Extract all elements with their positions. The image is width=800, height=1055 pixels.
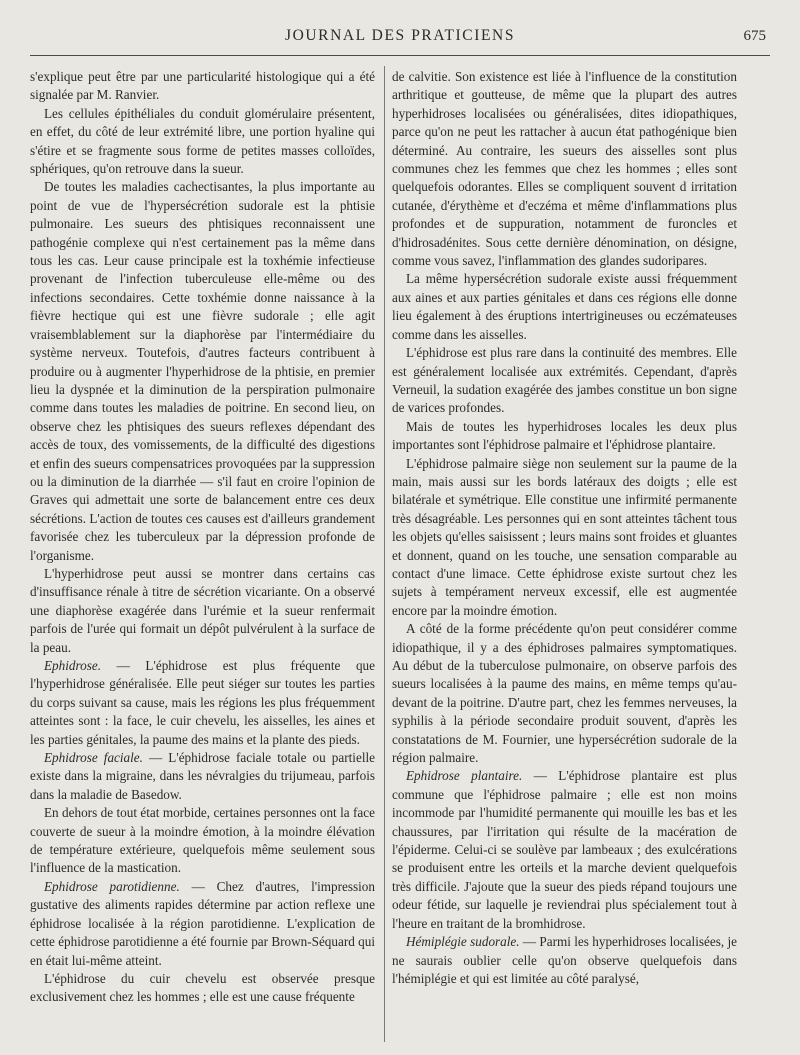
paragraph (30, 878, 375, 970)
paragraph: En dehors de tout état morbide, certaines personnes ont la face couverte de sueur à la moindre émotion, à la moindre élévation de température extérieure, quelquefois même seulement sous l'influence de la mastication. (30, 805, 375, 876)
paragraph: s'explique peut être par une particularité histologique qui a été signalée par M. Ranvier. (30, 69, 375, 103)
section-term: Ephidrose plantaire. (406, 768, 523, 784)
paragraph (392, 933, 737, 988)
paragraph: La même hypersécrétion sudorale existe aussi fréquemment aux aines et aux parties génitales et dans ces régions elle donne lieu également à des éruptions intertrigineuses ou eczémateuses comme dans les aisselles. (392, 271, 737, 342)
paragraph: L'éphidrose est plus rare dans la continuité des membres. Elle est généralement localisée aux extrémités. Cependant, d'après Verneuil, la sudation exagérée des jambes constitue un bon signe de varices profondes. (392, 345, 737, 416)
page-number: 675 (743, 28, 766, 44)
paragraph-text: — L'éphidrose faciale totale ou partielle existe dans la migraine, dans les névralgies du trijumeau, parfois dans la maladie de Basedow. (30, 750, 376, 802)
paragraph-text: — L'éphidrose est plus fréquente que l'hyperhidrose généralisée. Elle peut siéger sur toutes les parties du corps suivant sa cause, mais les régions les plus fréquemment atteintes sont : la face, le cuir chevelu, les aisselles, les aines et les parties génitales, la paume des mains et la plante des pieds. (30, 658, 375, 747)
column-divider (384, 66, 385, 1042)
page-header (30, 26, 770, 48)
section-term: Ephidrose parotidienne. (44, 878, 180, 894)
paragraph-text: — Chez d'autres, l'impression gustative des aliments rapides détermine par action reflexe une éphidrose localisée à la région parotidienne. L'explication de cette éphidrose parotidienne a été fournie par Brown-Séquard qui en était lui-même atteint. (30, 878, 375, 968)
paragraph-text: — L'éphidrose plantaire est plus commune que l'éphidrose palmaire ; elle est non moins incommode par l'humidité permanente qui mouille les bas et les chaussures, par l'irritation qui résulte de la macération de l'épiderme. Celui-ci se soulève par lambeaux ; des exulcérations se produisent entre les orteils et la marche devient quelquefois très difficile. J'ajoute que la sueur des pieds répand toujours une odeur fétide, sur laquelle je reviendrai plus spécialement tout à l'heure en traitant de la bromhidrose. (392, 768, 737, 931)
right-column (392, 68, 737, 988)
paragraph (30, 657, 375, 749)
paragraph (392, 767, 737, 933)
paragraph: L'éphidrose palmaire siège non seulement sur la paume de la main, mais aussi sur les bords latéraux des doigts ; elle est bilatérale et symétrique. Elle constitue une infirmité permanente très désagréable. Les personnes qui en sont atteintes tâchent tous les objets qu'elles saisissent ; leurs mains sont froides et gluantes et donnent, quand on les touche, une sensation comparable au contact d'une limace. Cette éphidrose existe surtout chez les sujets à tempérament nerveux excessif, elle est augmentée encore par la moindre émotion. (392, 455, 737, 618)
paragraph: L'éphidrose du cuir chevelu est observée presque exclusivement chez les hommes ; elle est une cause fréquente (30, 970, 375, 1005)
section-term: Ephidrose. (44, 658, 102, 673)
section-term: Ephidrose faciale. (44, 750, 143, 766)
paragraph-text: — Parmi les hyperhidroses localisées, je ne saurais oublier celle qu'on observe quelquefois dans l'hémiplégie et qui est limitée au côté paralysé, (392, 934, 737, 986)
paragraph (30, 749, 375, 804)
header-rule (30, 55, 770, 56)
paragraph: De toutes les maladies cachectisantes, la plus importante au point de vue de l'hypersécrétion sudorale est la phtisie pulmonaire. Les sueurs des phtisiques reconnaissent une pathogénie complexe qui n'est certainement pas la même dans tous les cas. Leur cause principale est la toxhémie infectieuse provenant de l'infection tuberculeuse elle-même ou des infections secondaires. Cette toxhémie donne naissance à la fièvre hectique qui est une fièvre sudorale ; elle agit vraisemblablement sur la diaphorèse par l'intermédiaire du système nerveux. Toutefois, d'autres facteurs contribuent à produire ou à augmenter l'hyperhidrose de la phtisie, en premier lieu la dyspnée et la diminution de la perspiration pulmonaire comme dans toutes les maladies de poitrine. En second lieu, on observe chez les phtisiques des sueurs reflexes dépendant des accès de toux, des vomissements, de la difficulté des digestions et enfin des sueurs compensatrices provoquées par la suppression ou la diminution de la diarrhée — s'il faut en croire l'opinion de Graves qui admettait une sorte de balancement entre ces deux sécrétions. L'action de toutes ces causes est d'ailleurs grandement favorisée chez les tuberculeux par la dépression profonde de l'organisme. (30, 179, 375, 563)
left-column (30, 68, 375, 1007)
paragraph: L'hyperhidrose peut aussi se montrer dans certains cas d'insuffisance rénale à titre de sécrétion vicariante. On a observé une diaphorèse exagérée dans l'urémie et la sueur renfermait parfois de l'urée qui formait un dépôt pulvérulent à la surface de la peau. (30, 565, 375, 655)
paragraph: A côté de la forme précédente qu'on peut considérer comme idiopathique, il y a des éphidroses palmaires symptomatiques. Au début de la tuberculose pulmonaire, on observe parfois des sueurs localisées à la paume des mains, en même temps qu'au-devant de la poitrine. D'autre part, chez les femmes nerveuses, la syphilis à la période secondaire produit souvent, d'après les constatations de M. Fournier, une hypersécrétion sudorale de la région palmaire. (392, 621, 737, 766)
paragraph: de calvitie. Son existence est liée à l'influence de la constitution arthritique et goutteuse, de même que la plupart des autres hyperhidroses localisées ou généralisées, dites idiopathiques, parce qu'on ne peut les rattacher à aucun état pathogénique bien déterminé. Au contraire, les sueurs des aisselles sont plus communes chez les femmes que chez les hommes ; elles sont quelquefois odorantes. Elles se compliquent souvent d irritation cutanée, d'érythème et d'eczéma et même d'inflammations plus profondes et de suppuration, notamment de furoncles et d'hidrosadénites. Sous cette dernière dénomination, on désigne, comme vous savez, l'inflammation des glandes sudoripares. (392, 69, 737, 269)
paragraph: Les cellules épithéliales du conduit glomérulaire présentent, en effet, du côté de leur extrémité libre, une portion hyaline qui s'étire et se fragmente sous forme de petites masses colloïdes, sphériques, qu'on retrouve dans la sueur. (30, 105, 375, 177)
section-term: Hémiplégie sudorale. (406, 934, 520, 950)
paragraph: Mais de toutes les hyperhidroses locales les deux plus importantes sont l'éphidrose palmaire et l'éphidrose plantaire. (392, 418, 737, 453)
running-title: JOURNAL DES PRATICIENS (284, 27, 516, 44)
